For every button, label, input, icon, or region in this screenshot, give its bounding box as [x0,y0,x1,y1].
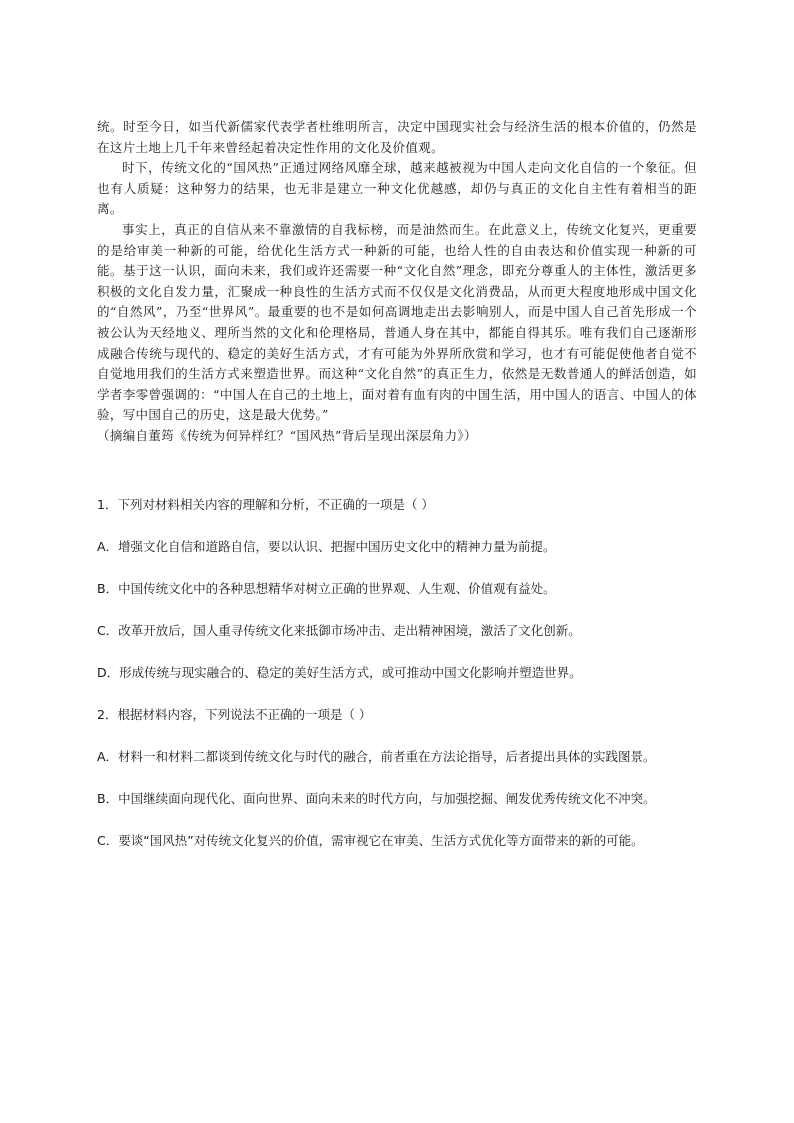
question-2-option-b: B．中国继续面向现代化、面向世界、面向未来的时代方向，与加强挖掘、阐发优秀传统文化不冲突。 [97,791,656,806]
question-1-option-a: A．增强文化自信和道路自信，要以认识、把握中国历史文化中的精神力量为前提。 [97,539,556,554]
question-1-option-d: D．形成传统与现实融合的、稳定的美好生活方式，或可推动中国文化影响并塑造世界。 [97,665,582,680]
passage-source-citation: （摘编自董筠《传统为何异样红？“国风热”背后呈现出深层角力》） [97,427,477,443]
reading-passage [97,117,697,447]
question-1-option-b: B．中国传统文化中的各种思想精华对树立正确的世界观、人生观、价值观有益处。 [97,581,556,596]
question-1-stem: 1．下列对材料相关内容的理解和分析，不正确的一项是（ ） [97,497,434,512]
passage-paragraph-1: 统。时至今日，如当代新儒家代表学者杜维明所言，决定中国现实社会与经济生活的根本价值的，仍然是在这片土地上几千年来曾经起着决定性作用的文化及价值观。 [97,119,697,155]
question-2-option-c: C．要谈“国风热”对传统文化复兴的价值，需审视它在审美、生活方式优化等方面带来的新的可能。 [97,833,644,848]
question-1 [97,484,697,694]
question-2 [97,694,697,862]
question-2-option-a: A．材料一和材料二都谈到传统文化与时代的融合，前者重在方法论指导，后者提出具体的实践图景。 [97,749,656,764]
question-2-stem: 2．根据材料内容，下列说法不正确的一项是（ ） [97,707,372,722]
question-section [97,484,697,862]
question-1-option-c: C．改革开放后，国人重寻传统文化来抵御市场冲击、走出精神困境，激活了文化创新。 [97,623,581,638]
passage-paragraph-3: 事实上，真正的自信从来不靠激情的自我标榜，而是油然而生。在此意义上，传统文化复兴，更重要的是给审美一种新的可能，给优化生活方式一种新的可能，也给人性的自由表达和价值实现一种新的可能。基于这一认识，面向未来，我们或许还需要一种“文化自然”理念，即充分尊重人的主体性，激活更多积极的文化自发力量，汇聚成一种良性的生活方式而不仅仅是文化消费品，从而更大程度地形成中国文化的“自然风”，乃至“世界风”。最重要的也不是如何高调地走出去影响别人，而是中国人自己首先形成一个被公认为天经地义、理所当然的文化和伦理格局，普通人身在其中，都能自得其乐。唯有我们自己逐渐形成融合传统与现代的、稳定的美好生活方式，才有可能为外界所欣赏和学习，也才有可能促使他者自觉不自觉地用我们的生活方式来塑造世界。而这种“文化自然”的真正生力，依然是无数普通人的鲜活创造，如学者李零曾强调的：“中国人在自己的土地上，面对着有血有肉的中国生活，用中国人的语言、中国人的体验，写中国自己的历史，这是最大优势。” [97,221,697,423]
passage-paragraph-2: 时下，传统文化的“国风热”正通过网络风靡全球，越来越被视为中国人走向文化自信的一个象征。但也有人质疑：这种努力的结果，也无非是建立一种文化优越感，却仍与真正的文化自主性有着相当的距离。 [97,160,697,217]
